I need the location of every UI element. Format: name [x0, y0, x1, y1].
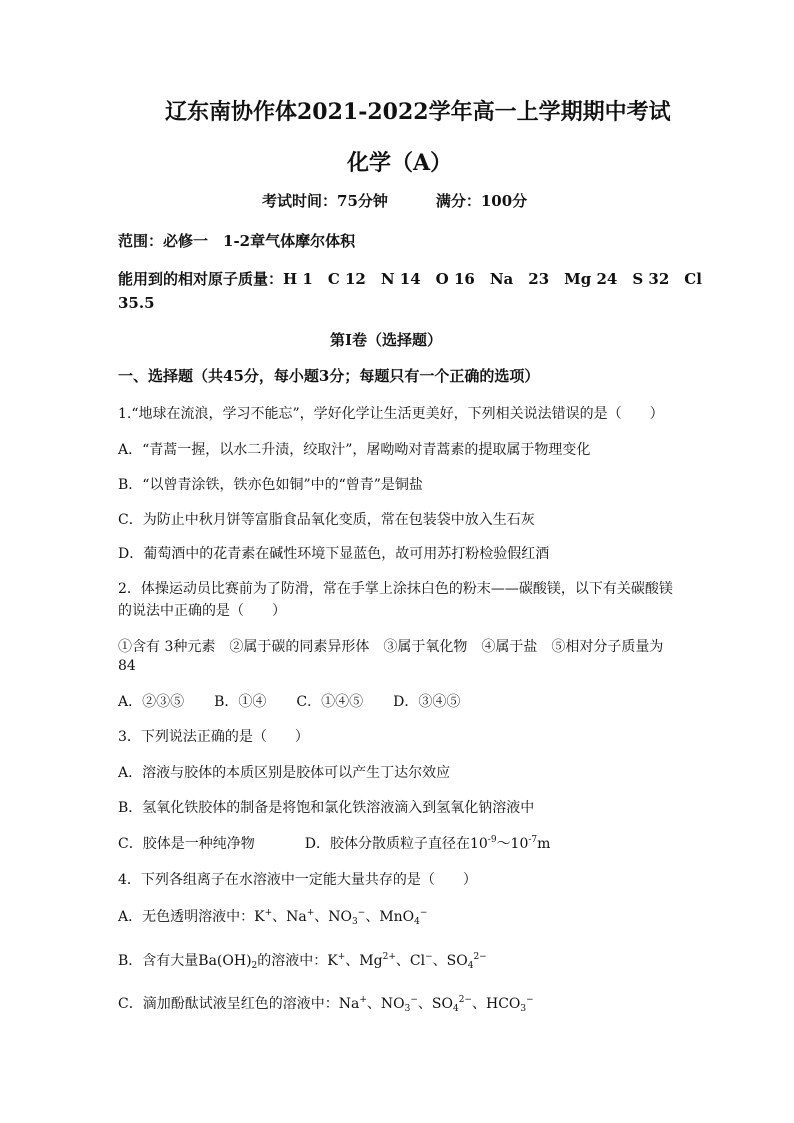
- q1-option-b: B．“以曾青涂铁，铁亦色如铜”中的“曾青”是铜盐: [118, 477, 423, 493]
- ion-permanganate: MnO: [379, 909, 415, 925]
- q4-stem: 4．下列各组离子在水溶液中一定能大量共存的是（ ）: [118, 872, 477, 888]
- ion-charge: −: [410, 995, 418, 1005]
- formula-subscript: 2: [251, 961, 258, 971]
- ion-subscript: 3: [520, 1004, 527, 1014]
- q2-option-c: C．①④⑤: [296, 694, 364, 710]
- q3-option-c: C．胶体是一种纯净物: [118, 836, 255, 852]
- atomic-mass-line-2: 35.5: [118, 294, 155, 312]
- q3-option-d-text: D．胶体分散质粒子直径在: [304, 836, 470, 852]
- ion-k: K: [327, 953, 338, 969]
- q3-stem: 3．下列说法正确的是（ ）: [118, 729, 309, 745]
- q1-option-a: A．“青蒿一握，以水二升渍，绞取汁”，屠呦呦对青蒿素的提取属于物理变化: [118, 442, 591, 458]
- ion-mg: Mg: [359, 953, 383, 969]
- ion-separator: 、: [366, 996, 381, 1012]
- ion-subscript: 3: [352, 917, 358, 927]
- q2-option-a: A．②③⑤: [118, 694, 185, 710]
- ion-charge: 2−: [458, 995, 472, 1005]
- exam-time-full-score: [262, 190, 527, 211]
- q3-option-a: A．溶液与胶体的本质区别是胶体可以产生丁达尔效应: [118, 765, 451, 781]
- ion-subscript: 3: [404, 1004, 411, 1014]
- ion-subscript: 4: [467, 961, 474, 971]
- exam-time: 考试时间：75分钟: [262, 192, 388, 210]
- q1-stem: 1.“地球在流浪，学习不能忘”，学好化学让生活更美好，下列相关说法错误的是（ ）: [118, 406, 664, 422]
- ion-charge: +: [306, 908, 315, 918]
- q1-option-c: C．为防止中秋月饼等富脂食品氧化变质，常在包装袋中放入生石灰: [118, 512, 535, 528]
- q4-a-text: A．无色透明溶液中：: [118, 909, 255, 925]
- ion-charge: +: [337, 952, 346, 962]
- q3-d-unit: m: [537, 836, 551, 852]
- ion-separator: 、: [417, 996, 432, 1012]
- ion-sulfate: SO: [446, 953, 468, 969]
- exam-scope: 范围：必修一 1-2章气体摩尔体积: [118, 232, 356, 250]
- exam-subtitle: 化学（A）: [347, 150, 453, 176]
- ion-separator: 、: [314, 909, 329, 925]
- atomic-mass-line-1: 能用到的相对原子质量：H 1 C 12 N 14 O 16 Na 23 Mg 24 S 32 Cl: [118, 270, 702, 288]
- ion-separator: 、: [272, 909, 287, 925]
- ion-charge: −: [425, 952, 433, 962]
- ion-charge: +: [264, 908, 273, 918]
- ion-nitrate: NO: [328, 909, 353, 925]
- q4-option-c: [118, 993, 534, 1014]
- ion-separator: 、: [345, 953, 360, 969]
- q3-d-exp-1: -9: [487, 835, 497, 845]
- formula-barium-hydroxide: Ba(OH): [198, 953, 252, 969]
- q1-option-d: D．葡萄酒中的花青素在碱性环境下显蓝色，故可用苏打粉检验假红酒: [118, 546, 550, 562]
- q2-options: [118, 691, 460, 711]
- ion-separator: 、: [471, 996, 486, 1012]
- q2-stem-line-2: 的说法中正确的是（ ）: [118, 603, 286, 619]
- ion-separator: 、: [365, 909, 380, 925]
- q3-options-cd: [118, 833, 550, 853]
- ion-subscript: 4: [452, 1004, 459, 1014]
- q4-b-text-2: 的溶液中：: [257, 953, 328, 969]
- ion-na: Na: [286, 909, 307, 925]
- volume-title: 第Ⅰ卷（选择题）: [330, 331, 443, 349]
- q2-option-b: B．①④: [214, 694, 267, 710]
- q2-stem-line-1: 2．体操运动员比赛前为了防滑，常在手掌上涂抹白色的粉末——碳酸镁，以下有关碳酸镁: [118, 581, 673, 597]
- q3-d-mid: ～10: [496, 836, 529, 852]
- q3-d-base: 10: [469, 836, 488, 852]
- q2-option-d: D．③④⑤: [393, 694, 461, 710]
- q4-c-text: C．滴加酚酞试液呈红色的溶液中：: [118, 996, 339, 1012]
- ion-charge: −: [357, 908, 366, 918]
- ion-charge: −: [419, 908, 428, 918]
- q3-option-b: B．氢氧化铁胶体的制备是将饱和氯化铁溶液滴入到氢氧化钠溶液中: [118, 800, 535, 816]
- ion-bicarbonate: HCO: [485, 996, 521, 1012]
- ion-subscript: 4: [414, 917, 420, 927]
- ion-charge: −: [526, 995, 534, 1005]
- ion-charge: 2−: [473, 952, 487, 962]
- ion-separator: 、: [395, 953, 410, 969]
- ion-cl: Cl: [409, 953, 426, 969]
- q4-b-text: B．含有大量: [118, 953, 199, 969]
- q3-d-exp-2: -7: [528, 835, 538, 845]
- ion-sulfate: SO: [431, 996, 453, 1012]
- q4-option-a: [118, 906, 427, 927]
- part-title: 一、选择题（共45分，每小题3分；每题只有一个正确的选项）: [118, 367, 540, 385]
- ion-separator: 、: [432, 953, 447, 969]
- full-score: 满分：100分: [435, 192, 528, 210]
- q4-option-b: [118, 950, 487, 971]
- exam-title: 辽东南协作体2021-2022学年高一上学期期中考试: [165, 99, 671, 125]
- q2-items-line-2: 84: [118, 658, 136, 674]
- ion-k: K: [254, 909, 265, 925]
- ion-na: Na: [338, 996, 360, 1012]
- ion-charge: +: [359, 995, 367, 1005]
- ion-charge: 2+: [382, 952, 396, 962]
- ion-nitrate: NO: [380, 996, 405, 1012]
- q2-items-line-1: ①含有 3种元素 ②属于碳的同素异形体 ③属于氧化物 ④属于盐 ⑤相对分子质量为: [118, 639, 664, 655]
